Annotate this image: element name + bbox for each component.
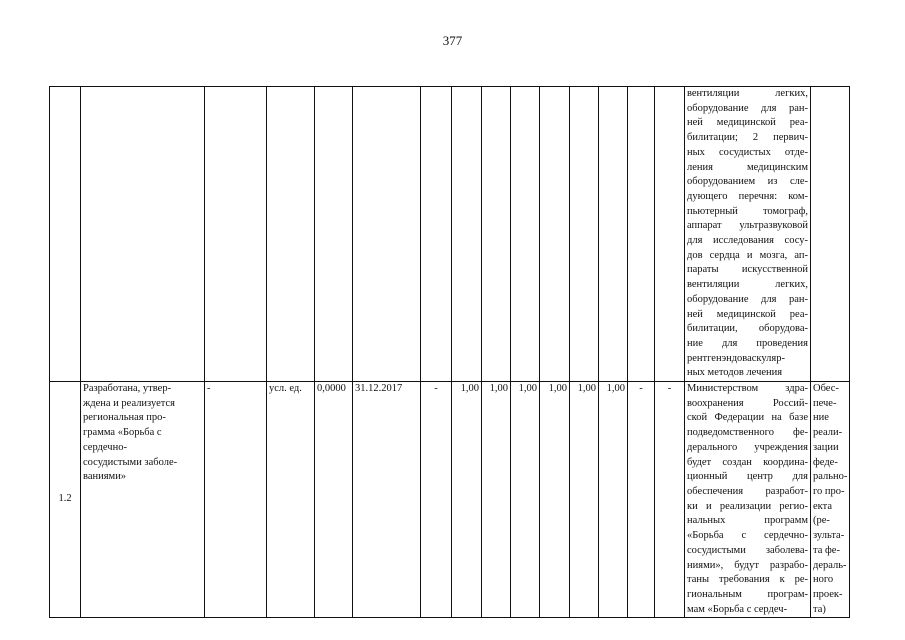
cell-dash-b — [628, 87, 655, 382]
table-row-continuation — [50, 87, 850, 382]
text-line: феде- — [813, 456, 838, 468]
cell-value — [540, 87, 570, 382]
unit: усл. ед. — [267, 382, 315, 618]
program-name — [81, 382, 205, 618]
text-line: ных сосудистых отде- — [687, 146, 808, 158]
text-line: оборудование для ран- — [687, 102, 808, 114]
text-line: дов сердца и мозга, ап- — [687, 249, 808, 261]
value-2023: 1,00 — [570, 382, 599, 618]
text-line: воохранения Россий- — [687, 397, 808, 409]
cell-dash-a — [421, 87, 452, 382]
text-line: для исследования сосу- — [687, 235, 808, 247]
cell-value — [452, 87, 482, 382]
text-line: ждена и реализуется — [83, 397, 175, 409]
text-line: сосудистыми заболе- — [83, 456, 178, 468]
text-line: Министерством здра- — [687, 383, 808, 395]
text-line: ской Федерации на базе — [687, 412, 808, 424]
text-line: сердечно- — [83, 441, 127, 453]
row-number: 1.2 — [50, 382, 81, 618]
value-2021: 1,00 — [511, 382, 540, 618]
cell-name — [81, 87, 205, 382]
result-description — [685, 382, 811, 618]
text-line: вентиляции легких, — [687, 88, 808, 99]
cell-value — [482, 87, 511, 382]
text-line: пьютерный томограф, — [687, 205, 808, 217]
dash-a: - — [421, 382, 452, 618]
text-line: ние — [813, 412, 829, 424]
cell-value — [511, 87, 540, 382]
text-line: ционный центр для — [687, 471, 808, 483]
text-line: рентгенэндоваскуляр- — [687, 352, 785, 364]
base-date: 31.12.2017 — [353, 382, 421, 618]
text-line: гиональным програм- — [687, 588, 808, 600]
text-line: Обес- — [813, 383, 839, 395]
value-2024: 1,00 — [599, 382, 628, 618]
cell-value — [599, 87, 628, 382]
text-line: рально- — [813, 471, 848, 483]
text-line: реали- — [813, 427, 843, 439]
text-line: го про- — [813, 485, 845, 497]
text-line: дующего перечня: ком- — [687, 190, 808, 202]
text-line: та) — [813, 603, 826, 615]
text-line: Разработана, утвер- — [83, 383, 172, 395]
text-line: дерального учреждения — [687, 441, 808, 453]
text-line: будет создан координа- — [687, 456, 808, 468]
text-line: таны требования к ре- — [687, 574, 808, 586]
base-value: 0,0000 — [315, 382, 353, 618]
value-2019: 1,00 — [452, 382, 482, 618]
text-line: дераль- — [813, 559, 847, 571]
cell-dash-c — [655, 87, 685, 382]
page-number: 377 — [442, 33, 463, 48]
text-line: та фе- — [813, 544, 840, 556]
text-line: вентиляции легких, — [687, 279, 808, 291]
responsible-note — [811, 382, 850, 618]
program-type: - — [205, 382, 267, 618]
table-row-1-2 — [50, 382, 850, 618]
cell-base-date — [353, 87, 421, 382]
text-line: подведомственного фе- — [687, 427, 808, 439]
text-line: ваниями» — [83, 471, 127, 483]
cell-number — [50, 87, 81, 382]
text-line: ления медицинским — [687, 161, 808, 173]
text-line: ней медицинской реа- — [687, 117, 808, 129]
program-table — [49, 86, 850, 618]
cell-unit — [267, 87, 315, 382]
text-line: ние для проведения — [687, 337, 808, 349]
text-line: «Борьба с сердечно- — [687, 530, 808, 542]
text-line: мам «Борьба с сердеч- — [687, 603, 788, 615]
cell-responsible — [811, 87, 850, 382]
text-line: ных методов лечения — [687, 367, 783, 379]
text-line: екта — [813, 500, 833, 512]
cell-type — [205, 87, 267, 382]
dash-c: - — [655, 382, 685, 618]
text-line: параты искусственной — [687, 264, 808, 276]
text-line: ней медицинской реа- — [687, 308, 808, 320]
cell-base-value — [315, 87, 353, 382]
text-line: зульта- — [813, 530, 845, 542]
text-line: ки и реализации регио- — [687, 500, 808, 512]
text-line: оборудованием из сле- — [687, 176, 808, 188]
text-line: обеспечения разработ- — [687, 485, 808, 497]
text-line: нальных программ — [687, 515, 808, 527]
text-line: сосудистыми заболева- — [687, 544, 808, 556]
text-line: грамма «Борьба с — [83, 427, 162, 439]
cell-value — [570, 87, 599, 382]
text-line: ного — [813, 574, 834, 586]
text-line: региональная про- — [83, 412, 166, 424]
text-line: ниями», будут разрабо- — [687, 559, 808, 571]
value-2020: 1,00 — [482, 382, 511, 618]
text-line: проек- — [813, 588, 843, 600]
text-line: аппарат ультразвуковой — [687, 220, 808, 232]
text-line: билитации, оборудова- — [687, 323, 808, 335]
dash-b: - — [628, 382, 655, 618]
text-line: билитации; 2 первич- — [687, 132, 808, 144]
cell-result — [685, 87, 811, 382]
text-line: (ре- — [813, 515, 830, 527]
text-line: оборудование для ран- — [687, 293, 808, 305]
text-line: пече- — [813, 397, 837, 409]
value-2022: 1,00 — [540, 382, 570, 618]
text-line: зации — [813, 441, 839, 453]
